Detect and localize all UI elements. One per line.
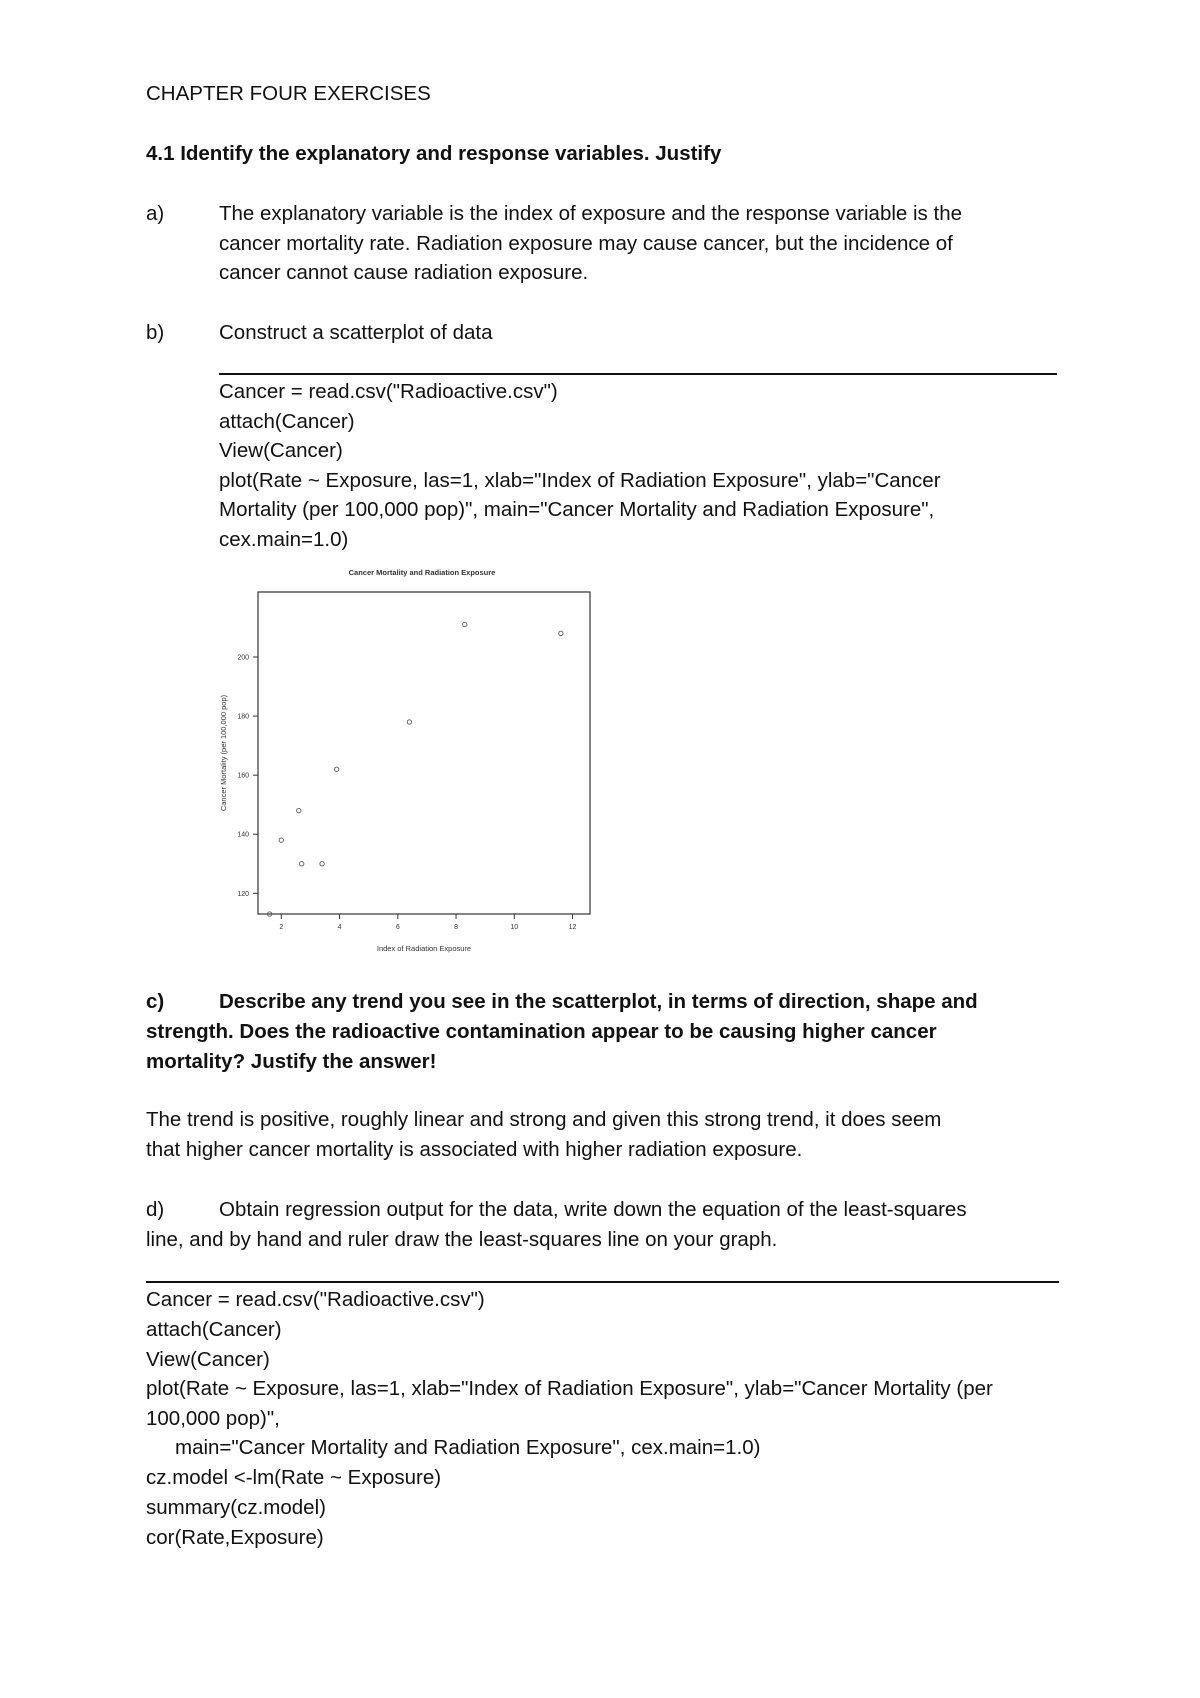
data-point (463, 622, 467, 626)
part-c-question-line-1: Describe any trend you see in the scatterplot, in terms of direction, shape and (219, 990, 978, 1013)
part-a-line-3: cancer cannot cause radiation exposure. (219, 261, 589, 284)
part-b-code-line-3: View(Cancer) (219, 439, 343, 462)
scatterplot-figure (210, 566, 600, 956)
part-d-question-line-1: Obtain regression output for the data, write down the equation of the least-squares (219, 1198, 967, 1221)
x-axis-label: Index of Radiation Exposure (376, 944, 472, 953)
data-point (297, 808, 301, 812)
data-point (299, 862, 303, 866)
part-a-line-1: The explanatory variable is the index of exposure and the response variable is the (219, 202, 963, 225)
part-b-code-line-4: plot(Rate ~ Exposure, las=1, xlab="Index of Radiation Exposure", ylab="Cancer (219, 469, 941, 492)
part-d-code-line-9: cor(Rate,Exposure) (146, 1526, 324, 1549)
y-axis (237, 654, 258, 897)
part-d-divider (146, 1281, 1059, 1283)
data-point (279, 838, 283, 842)
data-point (407, 720, 411, 724)
part-b-heading: Construct a scatterplot of data (219, 321, 493, 344)
part-b-marker: b) (146, 321, 165, 344)
x-axis (279, 914, 576, 931)
y-tick-label: 200 (237, 654, 249, 662)
part-b-code-line-6: cex.main=1.0) (219, 528, 349, 551)
x-tick-label: 10 (510, 924, 519, 931)
part-a-line-2: cancer mortality rate. Radiation exposure may cause cancer, but the incidence of (219, 232, 953, 255)
x-tick-label: 6 (395, 924, 400, 931)
y-tick-label: 180 (237, 713, 249, 721)
y-tick-label: 140 (237, 831, 249, 839)
part-c-answer-line-2: that higher cancer mortality is associated with higher radiation exposure. (146, 1138, 803, 1161)
part-a-marker: a) (146, 202, 165, 225)
data-point (334, 767, 338, 771)
scatterplot (210, 566, 600, 956)
exercise-heading: 4.1 Identify the explanatory and response variables. Justify (146, 142, 722, 165)
part-d-code-line-5: 100,000 pop)", (146, 1407, 280, 1430)
part-c-question-line-2: strength. Does the radioactive contamination appear to be causing higher cancer (146, 1020, 937, 1043)
part-c-question-line-3: mortality? Justify the answer! (146, 1050, 437, 1073)
data-point (320, 862, 324, 866)
part-c-answer-line-1: The trend is positive, roughly linear and strong and given this strong trend, it does seem (146, 1108, 942, 1131)
part-b-code-line-1: Cancer = read.csv("Radioactive.csv") (219, 380, 558, 403)
x-tick-label: 12 (568, 924, 577, 931)
part-d-code-line-1: Cancer = read.csv("Radioactive.csv") (146, 1288, 485, 1311)
y-tick-label: 120 (237, 890, 249, 898)
part-d-code-line-7: cz.model <-lm(Rate ~ Exposure) (146, 1466, 442, 1489)
chapter-title: CHAPTER FOUR EXERCISES (146, 82, 431, 105)
part-c-marker: c) (146, 990, 165, 1013)
x-tick-label: 4 (337, 924, 342, 931)
chart-title: Cancer Mortality and Radiation Exposure (348, 568, 496, 577)
part-d-code-line-4: plot(Rate ~ Exposure, las=1, xlab="Index of Radiation Exposure", ylab="Cancer Mortality (per (146, 1377, 993, 1400)
part-d-code-line-2: attach(Cancer) (146, 1318, 282, 1341)
plot-frame (258, 592, 590, 914)
part-d-code-line-6: main="Cancer Mortality and Radiation Exposure", cex.main=1.0) (175, 1436, 761, 1459)
x-tick-label: 8 (454, 924, 458, 931)
part-b-divider (219, 373, 1057, 375)
part-d-code-line-8: summary(cz.model) (146, 1496, 326, 1519)
y-tick-label: 160 (237, 772, 249, 780)
part-b-code-line-5: Mortality (per 100,000 pop)", main="Cancer Mortality and Radiation Exposure", (219, 498, 935, 521)
part-d-code-line-3: View(Cancer) (146, 1348, 270, 1371)
y-axis-label: Cancer Mortality (per 100,000 pop) (219, 694, 228, 812)
x-tick-label: 2 (279, 924, 284, 931)
part-d-question-line-2: line, and by hand and ruler draw the least-squares line on your graph. (146, 1228, 778, 1251)
part-b-code-line-2: attach(Cancer) (219, 410, 355, 433)
data-points (267, 622, 563, 916)
data-point (559, 631, 563, 635)
part-d-marker: d) (146, 1198, 165, 1221)
